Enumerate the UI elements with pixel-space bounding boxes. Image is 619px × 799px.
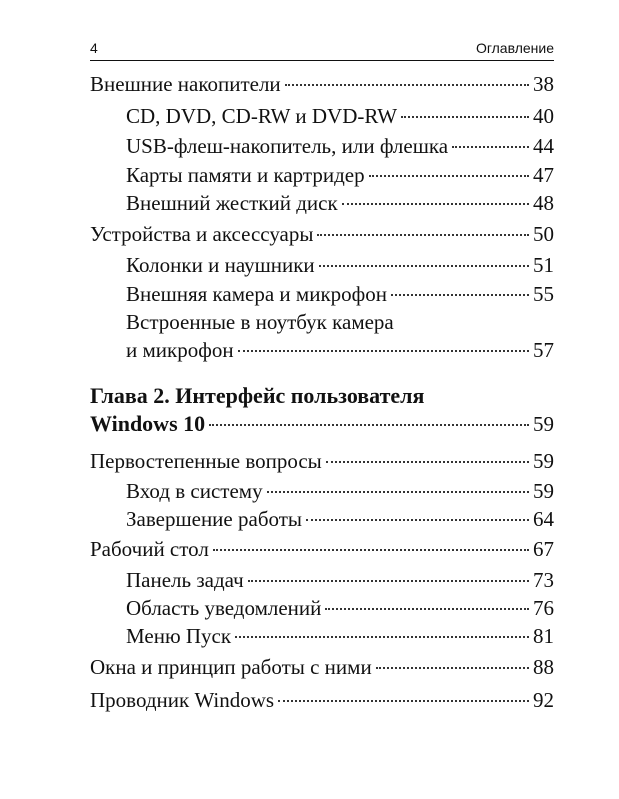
toc-entry-title: Устройства и аксессуары	[90, 222, 314, 246]
dot-leader	[278, 700, 529, 702]
toc-entry-title: CD, DVD, CD-RW и DVD-RW	[126, 104, 398, 128]
toc-entry-page: 88	[533, 655, 554, 679]
toc-entry-page: 67	[533, 537, 554, 561]
toc-entry-page: 48	[533, 191, 554, 215]
dot-leader	[317, 234, 529, 236]
toc-subentry-external-camera	[126, 280, 554, 309]
toc-entry-title: Рабочий стол	[90, 537, 209, 561]
chapter-title-line1: Глава 2. Интерфейс пользователя	[90, 383, 425, 408]
dot-leader	[319, 265, 529, 267]
toc-entry-page: 51	[533, 253, 554, 277]
toc-subentry-usb-flash	[126, 132, 554, 161]
dot-leader	[326, 461, 529, 463]
toc-entry-devices	[90, 220, 554, 249]
toc-chapter-title: Windows 10	[90, 411, 206, 436]
toc-entry-desktop	[90, 535, 554, 564]
toc-entry-title: Внешние накопители	[90, 72, 281, 96]
dot-leader	[391, 294, 529, 296]
page-number: 4	[90, 40, 98, 56]
toc-subentry-sign-in	[126, 477, 554, 506]
toc-entry-title: Внешняя камера и микрофон	[126, 282, 387, 306]
toc-entry-page: 59	[533, 449, 554, 473]
toc-entry-title: Панель задач	[126, 568, 244, 592]
dot-leader	[235, 636, 529, 638]
toc-entry-page: 44	[533, 134, 554, 158]
running-title: Оглавление	[475, 40, 554, 56]
toc-entry-page: 92	[533, 688, 554, 712]
toc-entry-page: 59	[533, 479, 554, 503]
toc-entry-title: Первостепенные вопросы	[90, 449, 322, 473]
toc-subentry-start-menu	[126, 622, 554, 651]
toc-entry-title: Окна и принцип работы с ними	[90, 655, 372, 679]
dot-leader	[325, 608, 529, 610]
toc-entry-title: Карты памяти и картридер	[126, 163, 365, 187]
toc-entry-windows-work	[90, 653, 554, 682]
toc-entry-page: 55	[533, 282, 554, 306]
toc-entry-title: Вход в систему	[126, 479, 263, 503]
toc-subentry-builtin-camera-line1: Встроенные в ноутбук камера	[126, 310, 394, 334]
header-rule	[90, 60, 554, 61]
toc-entry-page: 57	[533, 338, 554, 362]
toc-entry-page: 59	[533, 412, 554, 436]
toc-subentry-shutdown	[126, 505, 554, 534]
toc-entry-page: 47	[533, 163, 554, 187]
toc-entry-explorer	[90, 686, 554, 715]
toc-entry-title: Проводник Windows	[90, 688, 275, 712]
toc-entry-title: и микрофон	[126, 338, 234, 362]
toc-entry-page: 81	[533, 624, 554, 648]
dot-leader	[267, 491, 529, 493]
dot-leader	[238, 350, 529, 352]
toc-entry-title: Внешний жесткий диск	[126, 191, 338, 215]
toc-entry-title: Меню Пуск	[126, 624, 232, 648]
toc-subentry-speakers	[126, 251, 554, 280]
toc-subentry-notification-area	[126, 594, 554, 623]
toc-subentry-taskbar	[126, 566, 554, 595]
toc-subentry-external-hdd	[126, 189, 554, 218]
toc-entry-page: 76	[533, 596, 554, 620]
dot-leader	[209, 424, 529, 426]
dot-leader	[213, 549, 529, 551]
dot-leader	[369, 175, 529, 177]
toc-entry-title: Завершение работы	[126, 507, 303, 531]
dot-leader	[285, 84, 529, 86]
dot-leader	[306, 519, 529, 521]
toc-entry-page: 73	[533, 568, 554, 592]
dot-leader	[248, 580, 529, 582]
toc-entry-page: 64	[533, 507, 554, 531]
toc-subentry-cd-dvd	[126, 102, 554, 131]
dot-leader	[452, 146, 529, 148]
toc-entry-title: Область уведомлений	[126, 596, 322, 620]
dot-leader	[401, 116, 529, 118]
toc-entry-title: USB-флеш-накопитель, или флешка	[126, 134, 449, 158]
toc-entry-page: 38	[533, 72, 554, 96]
toc-entry-title: Колонки и наушники	[126, 253, 315, 277]
toc-chapter-entry	[90, 409, 554, 438]
dot-leader	[376, 667, 529, 669]
toc-entry-external-drives	[90, 70, 554, 99]
dot-leader	[342, 203, 529, 205]
toc-subentry-builtin-camera	[126, 336, 554, 365]
toc-entry-page: 50	[533, 222, 554, 246]
page-header	[90, 40, 554, 58]
toc-subentry-memory-cards	[126, 161, 554, 190]
toc-entry-page: 40	[533, 104, 554, 128]
toc-entry-primary-questions	[90, 447, 554, 476]
